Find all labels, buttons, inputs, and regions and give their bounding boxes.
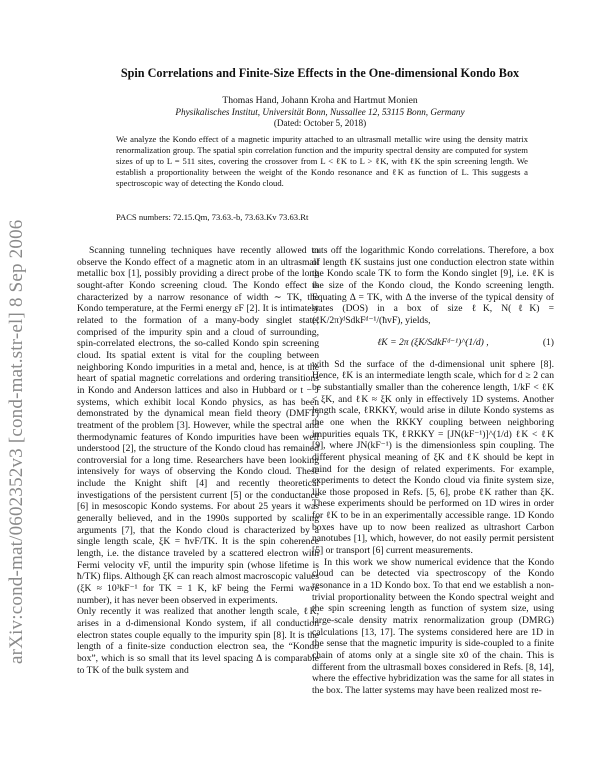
paper-title: Spin Correlations and Finite-Size Effects in the One-dimensional Kondo Box — [120, 66, 520, 80]
right-paragraph-3: In this work we show numerical evidence that the Kondo cloud can be detected via spectroscopy of the Kondo resonance in a 1D Kondo box. To that end we establish a non-trivial proportionality between the Kondo spectral weight and the spin screening length as function of system size, using large-scale density matrix renormalization group (DMRG) calculations [13, 17]. The systems considered here are 1D in the sense that the magnetic impurity is side-coupled to a finite chain of atoms only at a single site x0 of the chain. This is different from the ultrasmall boxes considered in Refs. [8, 14], where the effective hybridization was the same for all states in the box. The latter systems may have been realized most re- — [312, 556, 554, 696]
equation-1-number: (1) — [542, 336, 554, 348]
right-paragraph-1: cuts off the logarithmic Kondo correlations. Therefore, a box of length ℓK sustains just one conduction electron state within the Kondo scale TK to form the Kondo singlet [9], i.e. ℓK is the size of the Kondo cloud, the Kondo screening length. Equating Δ = TK, with Δ the inverse of the typical density of states (DOS) in a box of size ℓK, N(ℓK) = (ℓK/2π)ᵈSdkFᵈ⁻¹/(ħvF), yields, — [312, 245, 554, 326]
intro-paragraph-1: Scanning tunneling techniques have recently allowed to observe the Kondo effect of a magnetic atom in an ultrasmall metallic box [1], possibly providing a direct probe of the long sought-after Kondo screening cloud. The Kondo effect is characterized by a narrow resonance of width ∼ TK, the Kondo temperature, at the Fermi energy εF [2]. It is intimately related to the formation of a many-body singlet state, comprised of the impurity spin and a cloud of surrounding, spin-correlated electrons, the so-called Kondo spin screening cloud. Its spatial extent is vital for the coupling between neighboring Kondo impurities in a metal and, hence, is at the heart of spatial magnetic correlations and ordering transitions in Kondo and Anderson lattices and also in Hubbard or t − J systems, which exhibit local Kondo physics, as has been demonstrated by the dynamical mean field theory (DMFT) treatment of the problem [3]. However, while the spectral and thermodynamic features of Kondo impurities have been well understood [2], the structure of the Kondo cloud has remained controversial for a long time. Researchers have been looking intensively for ways of observing the Kondo cloud. These include the Knight shift [4] and recently theoretical investigations of the persistent current [5] or the conductance [6] in mesoscopic Kondo systems. For about 25 years it was generally believed, and in the 1990s supported by scaling arguments [7], that the Kondo cloud is characterized by a single length scale, ξK = ħvF/TK. It is the spin coherence length, i.e. the distance traveled by a scattered electron with Fermi velocity vF, until the impurity spin (whose lifetime is ħ/TK) flips. Although ξK can reach almost macroscopic values (ξK ≈ 10³kF⁻¹ for TK = 1 K, kF being the Fermi wave number), it has never been observed in experiments. — [77, 245, 319, 606]
arxiv-identifier-text: arXiv:cond-mat/0602352v3 [cond-mat.str-el] 8 Sep 2006 — [6, 219, 27, 664]
pacs-numbers: PACS numbers: 72.15.Qm, 73.63.-b, 73.63.Kv 73.63.Rt — [116, 212, 309, 222]
left-column — [77, 245, 319, 761]
date-line: (Dated: October 5, 2018) — [273, 118, 367, 128]
equation-1-body: ℓK = 2π (ξK/SdkFᵈ⁻¹)^(1/d) , — [377, 336, 489, 348]
affiliation: Physikalisches Institut, Universität Bonn, Nussallee 12, 53115 Bonn, Germany — [175, 107, 465, 117]
abstract: We analyze the Kondo effect of a magnetic impurity attached to an ultrasmall metallic wire using the density matrix renormalization group. The spatial spin correlation function and the impurity spectral density are computed for system sizes of up to L = 511 sites, covering the crossover from L < ℓK to L > ℓK, with ℓK the spin screening length. We establish a proportionality between the weight of the Kondo resonance and ℓK as function of L. This suggests a spectroscopic way of detecting the Kondo cloud. — [116, 134, 528, 189]
equation-1 — [312, 329, 554, 357]
arxiv-identifier-stamp — [6, 219, 46, 694]
right-column — [312, 245, 554, 761]
author-list: Thomas Hand, Johann Kroha and Hartmut Monien — [222, 95, 418, 106]
intro-paragraph-2: Only recently it was realized that another length scale, ℓK, arises in a d-dimensional Kondo system, if all conduction electron states couple equally to the impurity spin [8]. It is the length of a finite-size conduction electron sea, the “Kondo box”, which is so small that its level spacing Δ is comparable to TK of the bulk system and — [77, 606, 319, 676]
right-paragraph-2: with Sd the surface of the d-dimensional unit sphere [8]. Hence, ℓK is an intermediate length scale, which for d ≥ 2 can be substantially smaller than the coherence length, 1/kF < ℓK < ξK, and ℓK ≈ ξK only in effectively 1D systems. Another length scale, ℓRKKY, would arise in dilute Kondo systems as the one when the RKKY coupling between neighboring impurities equals TK, ℓRKKY = [JN(kF⁻¹)]^(1/d) ℓK < ℓK [9], where JN(kF⁻¹) is the dimensionless spin coupling. The different physical meaning of ξK and ℓK should be kept in mind for the design of related experiments. For example, experiments to detect the Kondo cloud via finite system size, like those proposed in Refs. [5, 6], probe ℓK rather than ξK. These experiments should be performed on 1D wires in order for ℓK to be in an experimentally accessible range. 1D Kondo boxes have up to now been realized as ultrashort Carbon nanotubes [1], which, however, do not easily permit persistent [5] or transport [6] current measurements. — [312, 358, 554, 557]
